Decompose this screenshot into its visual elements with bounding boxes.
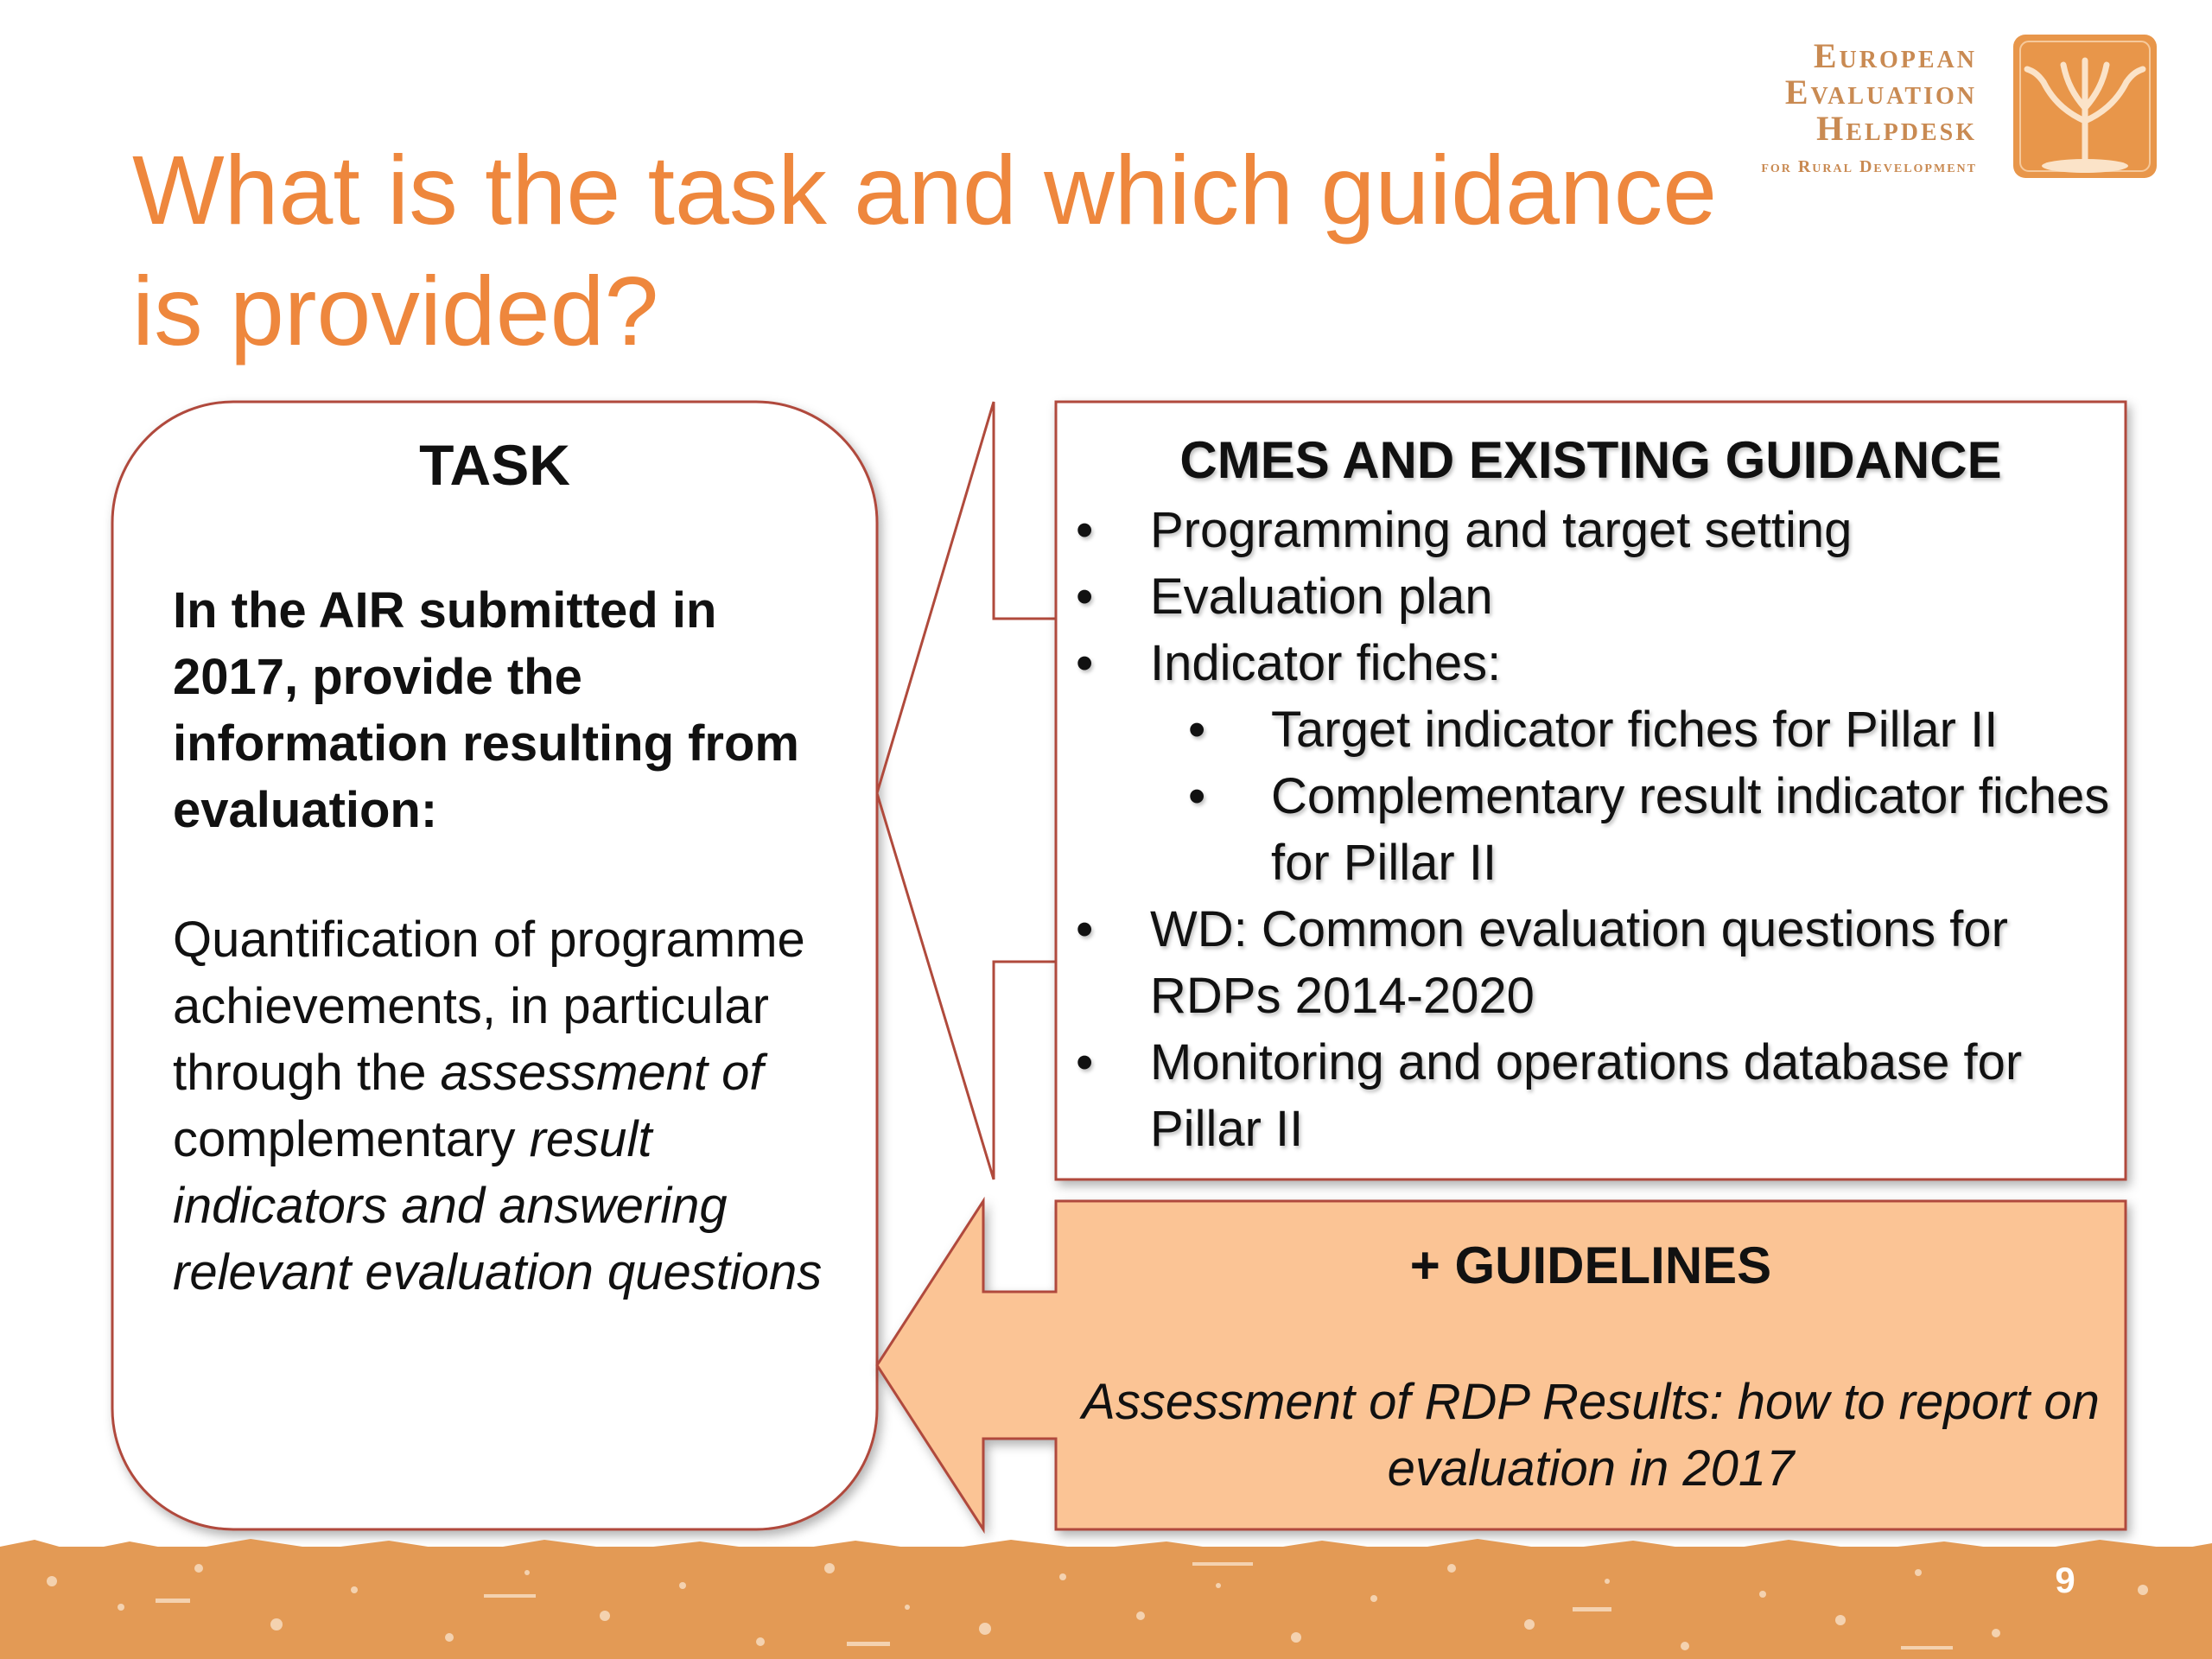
task-bold-text: In the AIR submitted in 2017, provide the information resulting from evaluation: bbox=[173, 582, 799, 838]
list-item-text: Monitoring and operations database for Pillar II bbox=[1150, 1034, 2023, 1157]
bullet-icon: • bbox=[1076, 635, 1094, 691]
bullet-icon: • bbox=[1076, 502, 1094, 558]
logo-line-4: for Rural Development bbox=[1761, 157, 1977, 176]
list-item-text: Target indicator fiches for Pillar II bbox=[1271, 702, 1999, 758]
cmes-list bbox=[1076, 497, 2130, 1162]
task-body-part-3: complementary bbox=[173, 1111, 530, 1167]
page-title: What is the task and which guidance is provided? bbox=[132, 136, 1718, 365]
task-body-text bbox=[173, 906, 855, 1306]
list-item-text: Indicator fiches: bbox=[1150, 635, 1502, 691]
list-subitem bbox=[1076, 696, 2130, 763]
bullet-icon: • bbox=[1076, 901, 1094, 957]
list-item bbox=[1076, 563, 2130, 630]
logo-line-1: European bbox=[1813, 36, 1977, 75]
list-item-text: WD: Common evaluation questions for RDPs 2014-2020 bbox=[1150, 901, 2008, 1024]
bullet-icon: • bbox=[1188, 768, 1206, 824]
list-item bbox=[1076, 896, 2130, 1029]
list-item bbox=[1076, 630, 2130, 696]
logo-text bbox=[1761, 38, 1977, 177]
task-body-part-4: result indicators and answering relevant evaluation questions bbox=[173, 1111, 823, 1300]
page-number: 9 bbox=[2055, 1560, 2075, 1600]
bullet-icon: • bbox=[1188, 702, 1206, 758]
list-item bbox=[1076, 1029, 2130, 1162]
logo-tree-icon bbox=[2013, 35, 2157, 178]
bullet-icon: • bbox=[1076, 569, 1094, 625]
cmes-heading: CMES AND EXISTING GUIDANCE bbox=[1179, 431, 2002, 489]
guidelines-heading: + GUIDELINES bbox=[1409, 1236, 1772, 1294]
guidelines-body: Assessment of RDP Results: how to report on evaluation in 2017 bbox=[1082, 1374, 2100, 1497]
task-body-part-1: Quantification of programme achievements, in particular through the bbox=[173, 912, 805, 1101]
list-item bbox=[1076, 497, 2130, 563]
logo-line-2: Evaluation bbox=[1784, 73, 1977, 111]
list-item-text: Complementary result indicator fiches for Pillar II bbox=[1271, 768, 2110, 891]
bullet-icon: • bbox=[1076, 1034, 1094, 1090]
list-subitem bbox=[1076, 763, 2130, 896]
list-item-text: Evaluation plan bbox=[1150, 569, 1493, 625]
task-heading: TASK bbox=[419, 433, 570, 497]
footer-band bbox=[0, 1539, 2212, 1659]
logo-line-3: Helpdesk bbox=[1816, 109, 1977, 148]
list-item-text: Programming and target setting bbox=[1150, 502, 1853, 558]
task-body-part-2: assessment of bbox=[440, 1045, 764, 1101]
callout-arrow bbox=[877, 402, 1056, 1179]
